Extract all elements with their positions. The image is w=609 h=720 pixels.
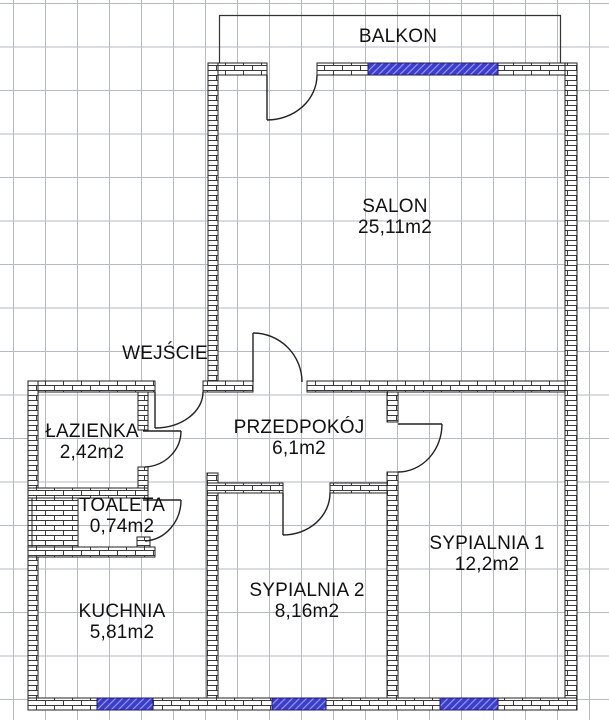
wall-outer-right bbox=[565, 63, 577, 710]
wall-kuchnia-north bbox=[28, 547, 155, 557]
room-label-sypialnia1 bbox=[429, 533, 544, 575]
room-area: 25,11m2 bbox=[358, 217, 432, 238]
wall-kuchnia-east bbox=[207, 473, 218, 710]
room-label-toaleta bbox=[79, 495, 165, 537]
door-sypialnia1 bbox=[398, 424, 442, 472]
wall-bottom-b bbox=[153, 698, 272, 710]
door-wejscie bbox=[155, 392, 203, 428]
room-label-wejscie bbox=[122, 343, 208, 364]
window-salon bbox=[368, 63, 498, 75]
window-sypialnia2 bbox=[272, 698, 326, 710]
wall-bottom-c bbox=[326, 698, 440, 710]
wall-bottom-a bbox=[28, 698, 97, 710]
wall-hall-north-b bbox=[307, 381, 565, 392]
room-area: 0,74m2 bbox=[89, 516, 155, 537]
room-name: WEJŚCIE bbox=[122, 343, 208, 364]
duct-shaft bbox=[32, 498, 78, 548]
room-area: 8,16m2 bbox=[274, 601, 340, 622]
room-name: SALON bbox=[362, 196, 428, 217]
room-area: 6,1m2 bbox=[272, 438, 326, 459]
door-salon bbox=[253, 333, 302, 382]
wall-lazienka-east-top bbox=[138, 392, 148, 430]
doors bbox=[143, 75, 442, 541]
room-label-balkon bbox=[359, 26, 437, 47]
room-name: SYPIALNIA 2 bbox=[249, 580, 365, 601]
room-name: SYPIALNIA 1 bbox=[429, 533, 545, 554]
room-name: TOALETA bbox=[78, 495, 166, 516]
room-label-salon bbox=[358, 196, 432, 238]
room-label-przedpokoj bbox=[234, 417, 365, 459]
wall-hall-north-a bbox=[203, 381, 253, 392]
wall-lazienka-north bbox=[28, 381, 155, 392]
room-name: BALKON bbox=[358, 26, 438, 47]
door-lazienka bbox=[143, 431, 181, 467]
wall-bottom-d bbox=[498, 698, 577, 710]
room-area: 5,81m2 bbox=[89, 622, 155, 643]
room-name: PRZEDPOKÓJ bbox=[233, 417, 365, 438]
wall-hall-south-a bbox=[207, 483, 283, 493]
wall-bedroom-divider-top bbox=[387, 392, 398, 422]
door-sypialnia2 bbox=[283, 493, 330, 535]
room-name: KUCHNIA bbox=[78, 601, 166, 622]
wall-salon-west bbox=[208, 63, 218, 392]
room-name: ŁAZIENKA bbox=[45, 421, 139, 442]
room-label-kuchnia bbox=[79, 601, 166, 643]
wall-top-mid bbox=[317, 63, 368, 75]
window-kuchnia bbox=[97, 698, 153, 710]
room-area: 2,42m2 bbox=[59, 442, 125, 463]
room-label-lazienka bbox=[45, 421, 138, 463]
door-balkon bbox=[267, 75, 317, 120]
room-label-sypialnia2 bbox=[249, 580, 364, 622]
window-sypialnia1 bbox=[440, 698, 498, 710]
wall-bedroom-divider-bottom bbox=[387, 472, 398, 710]
room-area: 12,2m2 bbox=[454, 554, 520, 575]
